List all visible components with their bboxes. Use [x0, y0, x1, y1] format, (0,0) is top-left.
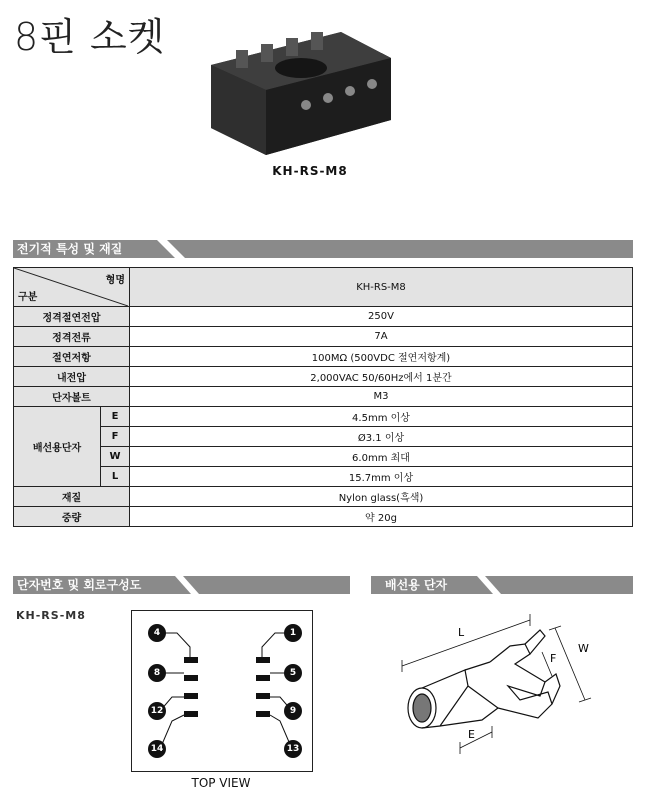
- row-label: 절연저항: [14, 347, 130, 367]
- section-bar-terminal: [371, 576, 633, 594]
- pin-badge: 12: [148, 702, 166, 720]
- model-caption: KH-RS-M8: [272, 164, 348, 178]
- pin-badge: 9: [284, 702, 302, 720]
- terminal-group-label: 배선용단자: [14, 407, 101, 487]
- terminal-value: 4.5mm 이상: [130, 407, 633, 427]
- terminal-sub-label: L: [101, 467, 130, 487]
- terminal-sub-label: F: [101, 427, 130, 447]
- pin-badge: 4: [148, 624, 166, 642]
- pin-badge: 13: [284, 740, 302, 758]
- terminal-sub-label: W: [101, 447, 130, 467]
- header-category-label: 구분: [18, 292, 38, 303]
- row-label: 정격전류: [14, 327, 130, 347]
- row-label: 단자볼트: [14, 387, 130, 407]
- section-title-terminal: 배선용 단자: [371, 576, 455, 594]
- terminal-value: 15.7mm 이상: [130, 467, 633, 487]
- circuit-diagram: [131, 610, 313, 772]
- row-value: M3: [130, 387, 633, 407]
- row-value: 7A: [130, 327, 633, 347]
- material-label: 재질: [14, 487, 130, 507]
- weight-label: 중량: [14, 507, 130, 527]
- row-value: 100MΩ (500VDC 절연저항계): [130, 347, 633, 367]
- section-title-pinout: 단자번호 및 회로구성도: [13, 576, 149, 594]
- header-corner-cell: [14, 268, 130, 307]
- pin-badge: 1: [284, 624, 302, 642]
- weight-value: 약 20g: [130, 507, 633, 527]
- pin-badge: 14: [148, 740, 166, 758]
- dim-label-F: F: [550, 652, 557, 665]
- spec-table: [13, 267, 633, 527]
- row-value: 250V: [130, 307, 633, 327]
- header-model-cell: KH-RS-M8: [130, 268, 633, 307]
- pin-badge: 8: [148, 664, 166, 682]
- row-value: 2,000VAC 50/60Hz에서 1분간: [130, 367, 633, 387]
- material-value: Nylon glass(흑색): [130, 487, 633, 507]
- dim-label-L: L: [458, 626, 465, 639]
- terminal-drawing: [380, 600, 620, 770]
- top-view-caption: TOP VIEW: [191, 776, 251, 790]
- section-bar-pinout: [13, 576, 350, 594]
- product-photo: [206, 20, 406, 160]
- header-type-label: 형명: [105, 275, 125, 286]
- dim-label-W: W: [578, 642, 589, 655]
- terminal-sub-label: E: [101, 407, 130, 427]
- row-label: 내전압: [14, 367, 130, 387]
- terminal-value: Ø3.1 이상: [130, 427, 633, 447]
- section-bar-electrical: [13, 240, 633, 258]
- section-arrow-shape: [161, 576, 350, 594]
- terminal-value: 6.0mm 최대: [130, 447, 633, 467]
- pin-badge: 5: [284, 664, 302, 682]
- dim-label-E: E: [468, 728, 475, 741]
- section-arrow-shape: [133, 240, 633, 258]
- section-title-electrical: 전기적 특성 및 재질: [13, 240, 130, 258]
- page-title: 8핀 소켓: [14, 15, 166, 59]
- section-arrow-shape: [463, 576, 633, 594]
- pinout-model-label: KH-RS-M8: [16, 609, 86, 622]
- row-label: 정격절연전압: [14, 307, 130, 327]
